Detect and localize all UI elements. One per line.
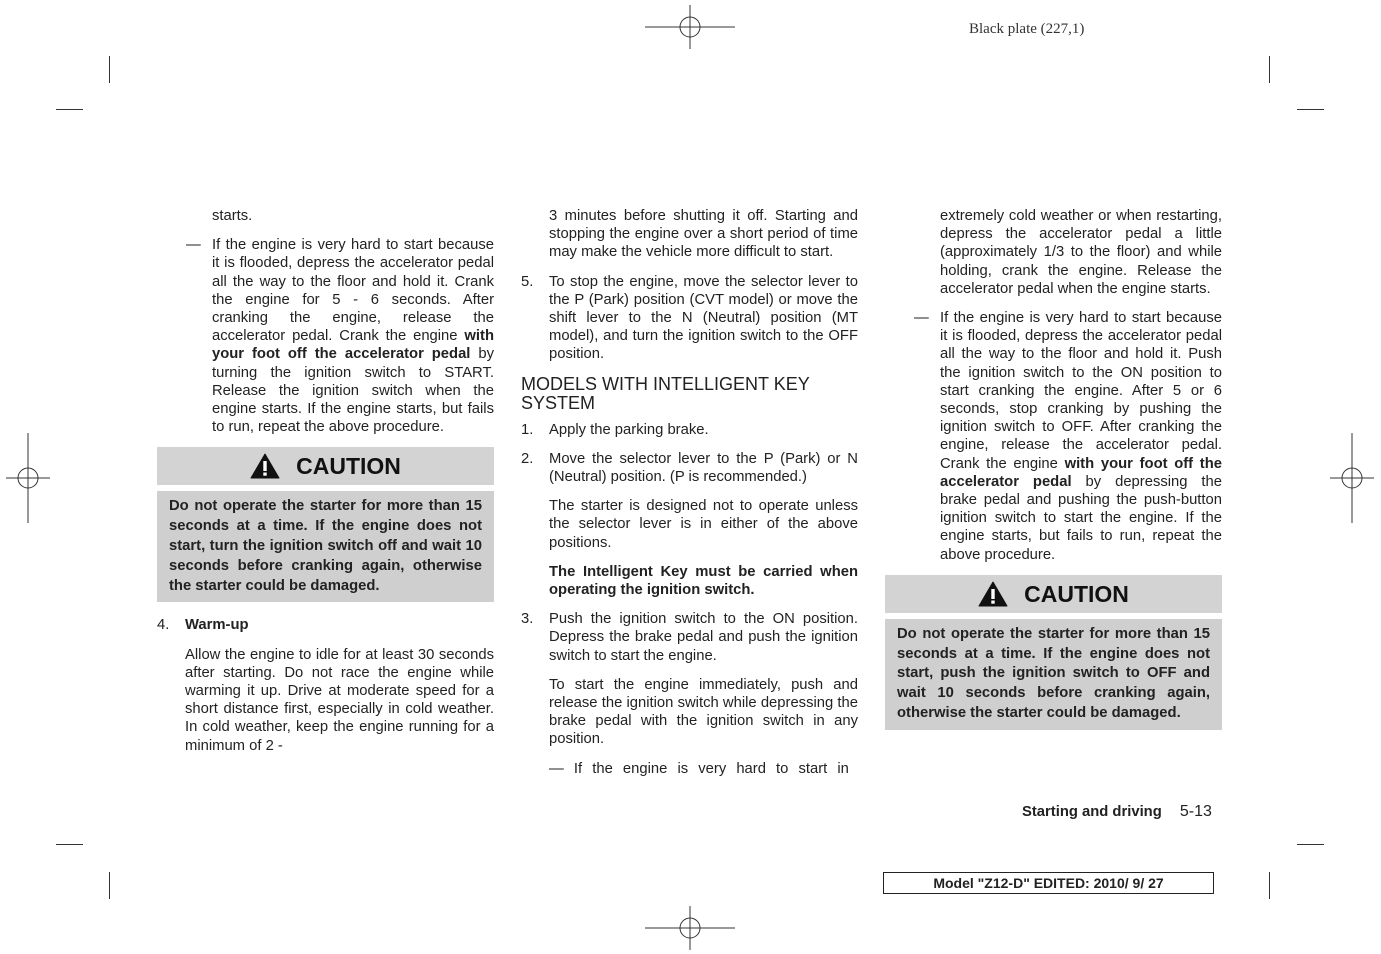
caution-title: CAUTION bbox=[296, 453, 401, 480]
registration-target-icon bbox=[6, 433, 50, 523]
plate-label: Black plate (227,1) bbox=[969, 21, 1085, 37]
column-1 bbox=[157, 207, 494, 766]
paragraph: The Intelligent Key must be carried when operating the ignition switch. bbox=[549, 563, 858, 599]
paragraph: extremely cold weather or when restarting, depress the accelerator pedal a little (approximately 1/3 to the floor) and while holding, crank the engine. Release the accelerator pedal when the engine starts. bbox=[940, 208, 1222, 297]
caution-box bbox=[885, 575, 1222, 730]
warning-icon bbox=[250, 453, 280, 479]
list-item: 1. Apply the parking brake. bbox=[521, 421, 709, 438]
section-heading: MODELS WITH INTELLIGENT KEY SYSTEM bbox=[521, 373, 810, 413]
paragraph: Allow the engine to idle for at least 30 seconds after starting. Do not race the engine while warming it up. Drive at moderate speed for a short distance first, especially in cold weather. In cold weather, keep the engine running for a minimum of 2 - bbox=[185, 646, 494, 754]
list-item: 4. Warm-up bbox=[157, 617, 249, 634]
section-name: Starting and driving bbox=[1022, 804, 1162, 820]
column-2 bbox=[521, 207, 858, 789]
paragraph: — If the engine is very hard to start in bbox=[549, 760, 849, 777]
caution-text: Do not operate the starter for more than 15 seconds at a time. If the engine does not start, push the ignition switch to OFF and wait 10 seconds before cranking again, otherwise the starter could be damaged. bbox=[885, 619, 1222, 730]
paragraph: To start the engine immediately, push and release the ignition switch while depressing the brake pedal with the ignition switch in any position. bbox=[549, 676, 858, 748]
caution-title: CAUTION bbox=[1024, 580, 1129, 607]
caution-text: Do not operate the starter for more than 15 seconds at a time. If the engine does not start, turn the ignition switch off and wait 10 seconds before cranking again, otherwise the starter could be damaged. bbox=[157, 491, 494, 602]
caution-box bbox=[157, 447, 494, 602]
list-item: 5. To stop the engine, move the selector lever to the P (Park) position (CVT model) or move the shift lever to the N (Neutral) position (MT model), and turn the ignition switch to the OFF position. bbox=[521, 273, 858, 363]
dash-item: — If the engine is very hard to start because it is flooded, depress the accelerator pedal all the way to the floor and hold it. Crank the engine for 5 - 6 seconds. After cranking the engine, release the accelerator pedal. Crank the engine with your foot off the accelerator pedal by turning the ignition switch to START. Release the ignition switch when the engine starts. If the engine starts, but fails to run, repeat the above procedure. bbox=[186, 237, 494, 436]
page-number: 5-13 bbox=[1179, 803, 1212, 820]
warning-icon bbox=[978, 581, 1008, 607]
page-footer bbox=[1022, 803, 1212, 821]
column-3 bbox=[885, 207, 1222, 730]
list-item: 3. Push the ignition switch to the ON position. Depress the brake pedal and push the ignition switch to start the engine. bbox=[521, 611, 858, 664]
paragraph: starts. bbox=[212, 208, 253, 224]
registration-target-icon bbox=[645, 5, 735, 49]
list-item: 2. Move the selector lever to the P (Park) or N (Neutral) position. (P is recommended.) bbox=[521, 450, 858, 486]
dash-item: — If the engine is very hard to start because it is flooded, depress the accelerator pedal all the way to the floor and hold it. Push the ignition switch to the ON position to start cranking the engine. After 5 or 6 seconds, stop cranking by pushing the ignition switch to OFF. After cranking the engine, release the accelerator pedal. Crank the engine with your foot off the accelerator pedal by depressing the brake pedal and pushing the push-button ignition switch to start the engine. If the engine starts, but fails to run, repeat the above procedure. bbox=[914, 310, 1223, 563]
paragraph: 3 minutes before shutting it off. Starting and stopping the engine over a short period of time may make the vehicle more difficult to start. bbox=[549, 208, 858, 261]
paragraph: The starter is designed not to operate unless the selector lever is in either of the above positions. bbox=[549, 498, 858, 551]
model-edit-box: Model "Z12-D" EDITED: 2010/ 9/ 27 bbox=[883, 872, 1214, 894]
registration-target-icon bbox=[645, 906, 735, 950]
registration-target-icon bbox=[1330, 433, 1374, 523]
